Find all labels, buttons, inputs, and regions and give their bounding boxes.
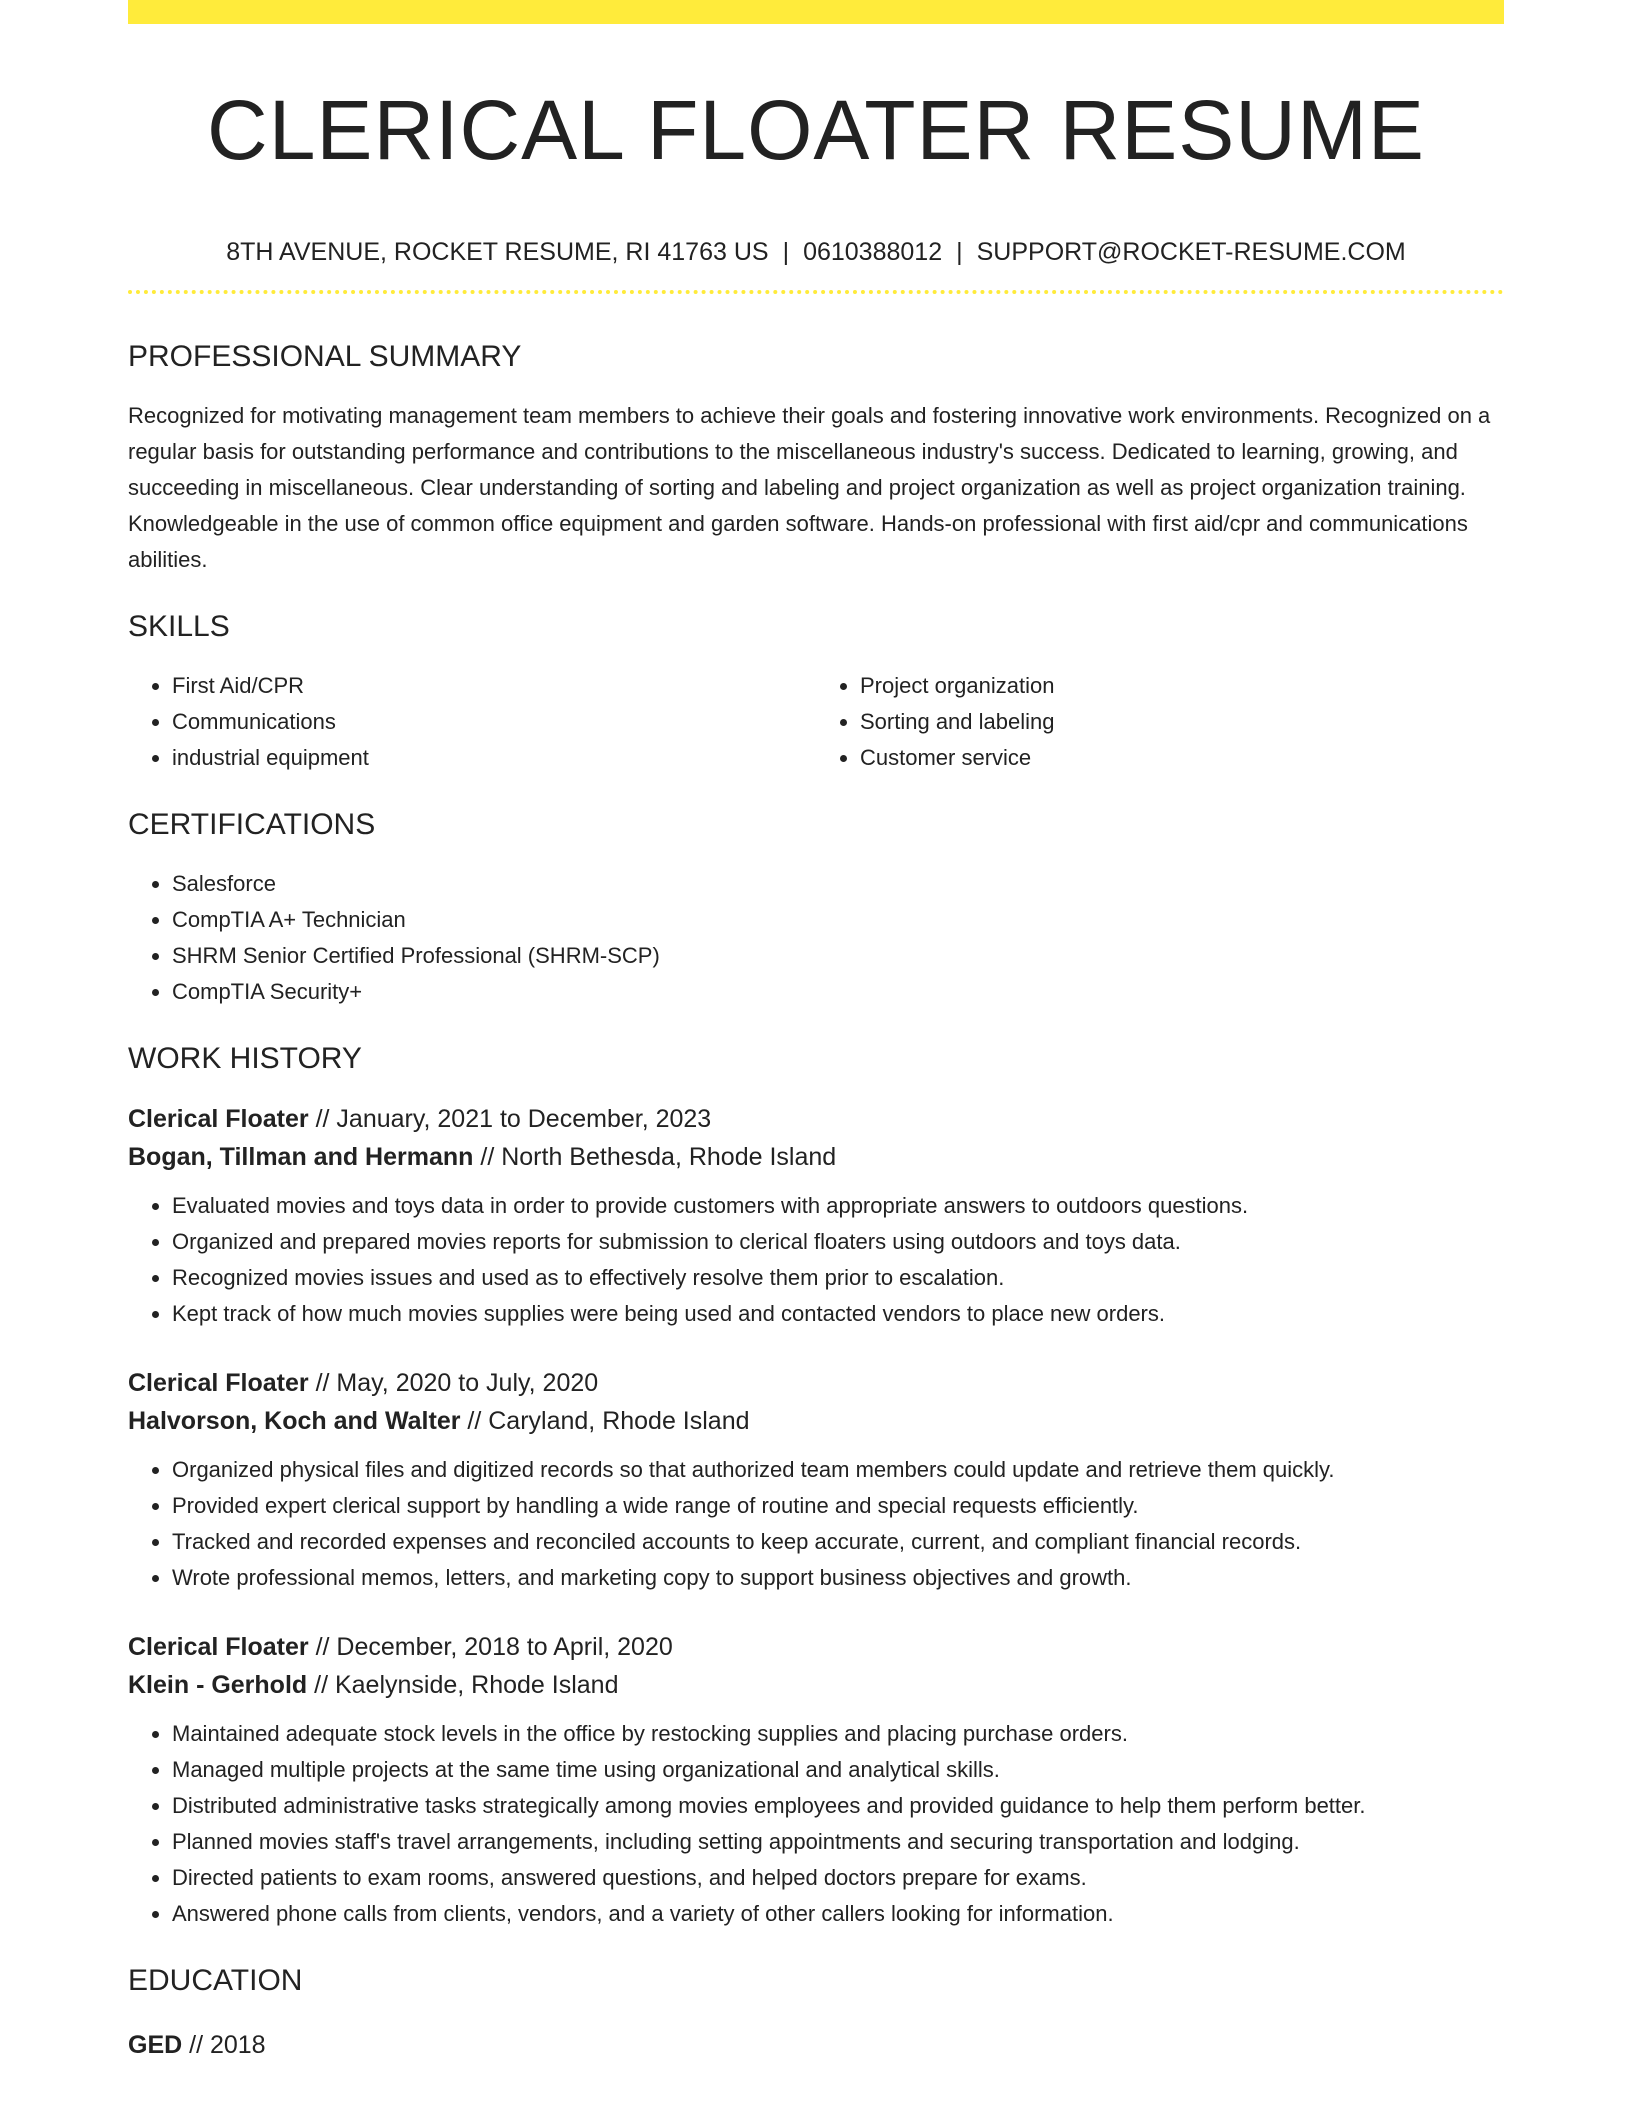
- job-role: Clerical Floater: [128, 1633, 309, 1661]
- skill-item: • First Aid/CPR: [172, 668, 816, 704]
- job-bullets: [128, 1452, 1504, 1596]
- job-role: Clerical Floater: [128, 1105, 309, 1133]
- job-bullet: • Tracked and recorded expenses and reconciled accounts to keep accurate, current, and compliant financial records.: [172, 1524, 1504, 1560]
- job-company: Bogan, Tillman and Hermann: [128, 1143, 474, 1171]
- certification-item: • Salesforce: [172, 866, 1504, 902]
- resume-page: [128, 0, 1504, 2064]
- education-degree: GED: [128, 2031, 183, 2059]
- contact-email: SUPPORT@ROCKET-RESUME.COM: [976, 238, 1406, 266]
- certification-item: • SHRM Senior Certified Professional (SHRM-SCP): [172, 938, 1504, 974]
- job-company-line: [128, 1402, 1504, 1440]
- job-company: Halvorson, Koch and Walter: [128, 1407, 461, 1435]
- job-role-line: [128, 1100, 1504, 1138]
- skill-item: • Project organization: [860, 668, 1504, 704]
- job-bullet: • Answered phone calls from clients, vendors, and a variety of other callers looking for information.: [172, 1896, 1504, 1932]
- job-entry: [128, 1628, 1504, 1932]
- section-title-work-history: WORK HISTORY: [128, 1042, 362, 1075]
- job-bullet: • Provided expert clerical support by handling a wide range of routine and special requests efficiently.: [172, 1488, 1504, 1524]
- job-bullets: [128, 1716, 1504, 1932]
- job-role: Clerical Floater: [128, 1369, 309, 1397]
- section-title-skills: SKILLS: [128, 610, 230, 643]
- top-accent-bar: [128, 0, 1504, 24]
- job-entry: [128, 1364, 1504, 1596]
- job-bullet: • Evaluated movies and toys data in order to provide customers with appropriate answers to outdoors questions.: [172, 1188, 1504, 1224]
- job-bullet: • Wrote professional memos, letters, and marketing copy to support business objectives and growth.: [172, 1560, 1504, 1596]
- skill-item: • Communications: [172, 704, 816, 740]
- certification-item: • CompTIA A+ Technician: [172, 902, 1504, 938]
- job-bullets: [128, 1188, 1504, 1332]
- job-role-line: [128, 1364, 1504, 1402]
- job-dates: // May, 2020 to July, 2020: [308, 1369, 599, 1397]
- skills-columns: [128, 668, 1504, 776]
- job-bullet: • Recognized movies issues and used as to effectively resolve them prior to escalation.: [172, 1260, 1504, 1296]
- job-bullet: • Planned movies staff's travel arrangements, including setting appointments and securing transportation and lodging.: [172, 1824, 1504, 1860]
- job-entry: [128, 1100, 1504, 1332]
- skill-item: • Sorting and labeling: [860, 704, 1504, 740]
- job-bullet: • Organized and prepared movies reports for submission to clerical floaters using outdoors and toys data.: [172, 1224, 1504, 1260]
- contact-separator: |: [956, 238, 963, 266]
- job-company: Klein - Gerhold: [128, 1671, 308, 1699]
- skill-item: • Customer service: [860, 740, 1504, 776]
- certification-item: • CompTIA Security+: [172, 974, 1504, 1010]
- contact-phone: 0610388012: [803, 238, 943, 266]
- section-title-certifications: CERTIFICATIONS: [128, 808, 376, 841]
- education-entry: [128, 2026, 1504, 2064]
- education-year: // 2018: [182, 2031, 266, 2059]
- contact-separator: |: [782, 238, 790, 266]
- job-dates: // January, 2021 to December, 2023: [308, 1105, 712, 1133]
- skills-right-list: [816, 668, 1504, 776]
- job-bullet: • Managed multiple projects at the same time using organizational and analytical skills.: [172, 1752, 1504, 1788]
- contact-address: 8TH AVENUE, ROCKET RESUME, RI 41763 US: [226, 238, 769, 266]
- job-location: // Caryland, Rhode Island: [460, 1407, 750, 1435]
- job-bullet: • Directed patients to exam rooms, answered questions, and helped doctors prepare for exams.: [172, 1860, 1504, 1896]
- job-location: // North Bethesda, Rhode Island: [473, 1143, 837, 1171]
- job-bullet: • Maintained adequate stock levels in the office by restocking supplies and placing purchase orders.: [172, 1716, 1504, 1752]
- job-role-line: [128, 1628, 1504, 1666]
- contact-line: [128, 236, 1504, 268]
- section-title-education: EDUCATION: [128, 1964, 303, 1997]
- resume-title: CLERICAL FLOATER RESUME: [207, 83, 1425, 177]
- job-bullet: • Kept track of how much movies supplies were being used and contacted vendors to place new orders.: [172, 1296, 1504, 1332]
- dotted-divider: [128, 290, 1504, 294]
- job-location: // Kaelynside, Rhode Island: [307, 1671, 619, 1699]
- job-company-line: [128, 1666, 1504, 1704]
- certifications-list: [128, 866, 1504, 1010]
- section-title-summary: PROFESSIONAL SUMMARY: [128, 340, 522, 373]
- summary-text: Recognized for motivating management team members to achieve their goals and fostering innovative work environments. Recognized on a regular basis for outstanding performance and contributions to the miscellaneous industry's success. Dedicated to learning, growing, and succeeding in miscellaneous. Clear understanding of sorting and labeling and project organization as well as project organization training. Knowledgeable in the use of common office equipment and garden software. Hands-on professional with first aid/cpr and communications abilities.: [128, 403, 1491, 572]
- job-dates: // December, 2018 to April, 2020: [308, 1633, 673, 1661]
- skills-left-list: [128, 668, 816, 776]
- job-bullet: • Organized physical files and digitized records so that authorized team members could update and retrieve them quickly.: [172, 1452, 1504, 1488]
- skill-item: • industrial equipment: [172, 740, 816, 776]
- job-company-line: [128, 1138, 1504, 1176]
- job-bullet: • Distributed administrative tasks strategically among movies employees and provided guidance to help them perform better.: [172, 1788, 1504, 1824]
